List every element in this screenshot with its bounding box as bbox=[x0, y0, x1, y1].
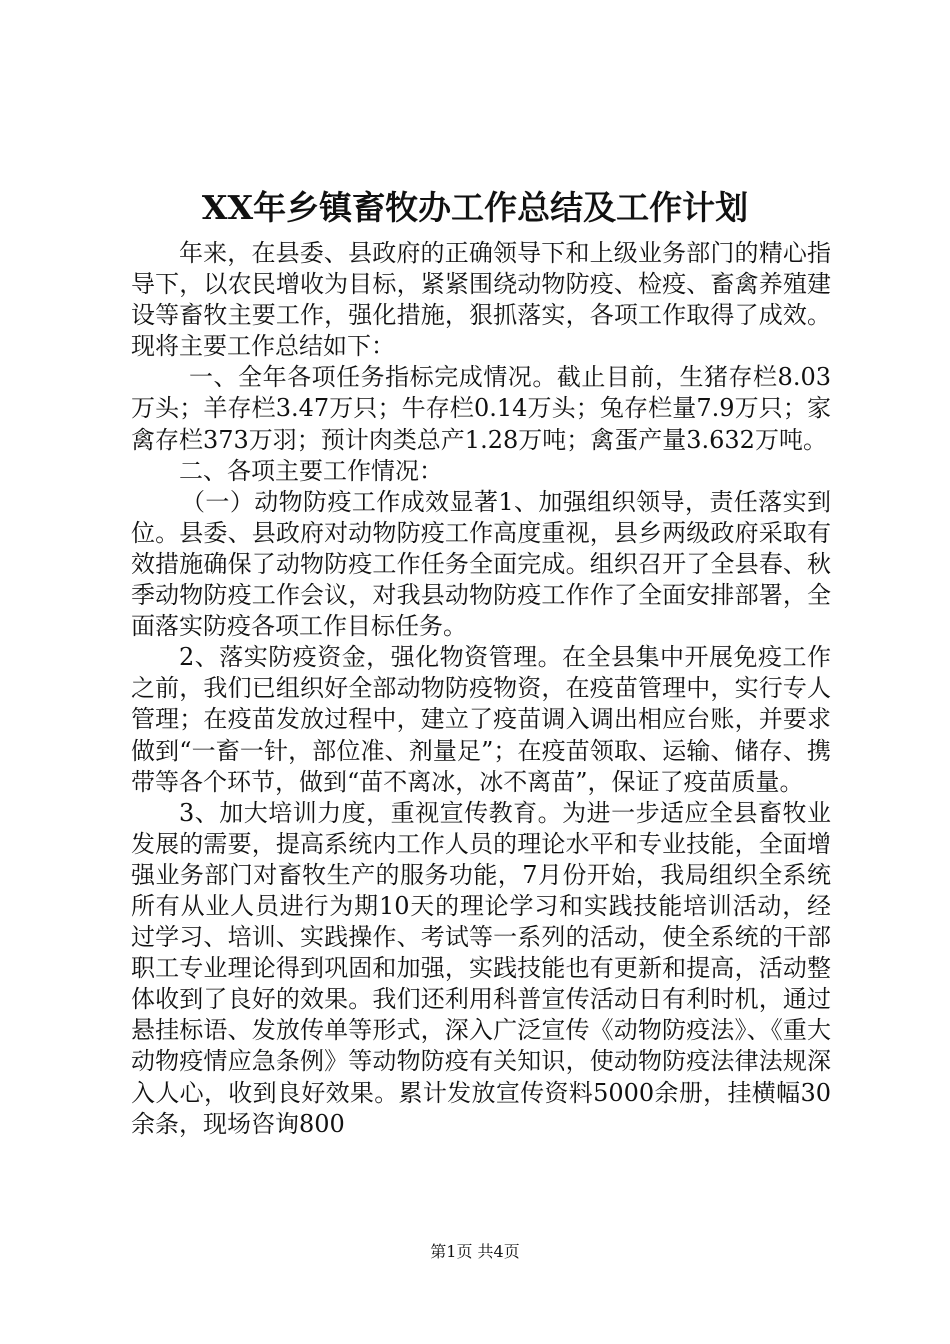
document-body bbox=[131, 238, 831, 1140]
paragraph-section-2-heading: 二、各项主要工作情况： bbox=[179, 456, 443, 485]
paragraph-item-2: 2、落实防疫资金，强化物资管理。在全县集中开展免疫工作之前，我们已组织好全部动物防疫物资，在疫苗管理中，实行专人管理；在疫苗发放过程中，建立了疫苗调入调出相应台账，并要求做到“一畜一针，部位准、剂量足”；在疫苗领取、运输、储存、携带等各个环节，做到“苗不离冰，冰不离苗”，保证了疫苗质量。 bbox=[131, 643, 831, 796]
page-footer: 第1页 共4页 bbox=[430, 1242, 520, 1261]
paragraph-item-3: 3、加大培训力度，重视宣传教育。为进一步适应全县畜牧业发展的需要，提高系统内工作人员的理论水平和专业技能，全面增强业务部门对畜牧生产的服务功能，7月份开始，我局组织全系统所有从业人员进行为期10天的理论学习和实践技能培训活动，经过学习、培训、实践操作、考试等一系列的活动，使全系统的干部职工专业理论得到巩固和加强，实践技能也有更新和提高，活动整体收到了良好的效果。我们还利用科普宣传活动日有利时机，通过悬挂标语、发放传单等形式，深入广泛宣传《动物防疫法》、《重大动物疫情应急条例》等动物防疫有关知识，使动物防疫法律法规深入人心，收到良好效果。累计发放宣传资料5000余册，挂横幅30余条，现场咨询800 bbox=[131, 798, 831, 1138]
paragraph-section-1: 一、全年各项任务指标完成情况。截止目前，生猪存栏8.03万头；羊存栏3.47万只；牛存栏0.14万头；兔存栏量7.9万只；家禽存栏373万羽；预计肉类总产1.28万吨；禽蛋产量3.632万吨。 bbox=[131, 363, 831, 454]
paragraph-intro: 年来，在县委、县政府的正确领导下和上级业务部门的精心指导下，以农民增收为目标，紧紧围绕动物防疫、检疫、畜禽养殖建设等畜牧主要工作，强化措施，狠抓落实，各项工作取得了成效。现将主要工作总结如下： bbox=[131, 239, 831, 361]
paragraph-subsection-1: （一）动物防疫工作成效显著1、加强组织领导，责任落实到位。县委、县政府对动物防疫工作高度重视，县乡两级政府采取有效措施确保了动物防疫工作任务全面完成。组织召开了全县春、秋季动物防疫工作会议，对我县动物防疫工作作了全面安排部署，全面落实防疫各项工作目标任务。 bbox=[131, 487, 831, 641]
document-title: XX年乡镇畜牧办工作总结及工作计划 bbox=[201, 188, 749, 227]
